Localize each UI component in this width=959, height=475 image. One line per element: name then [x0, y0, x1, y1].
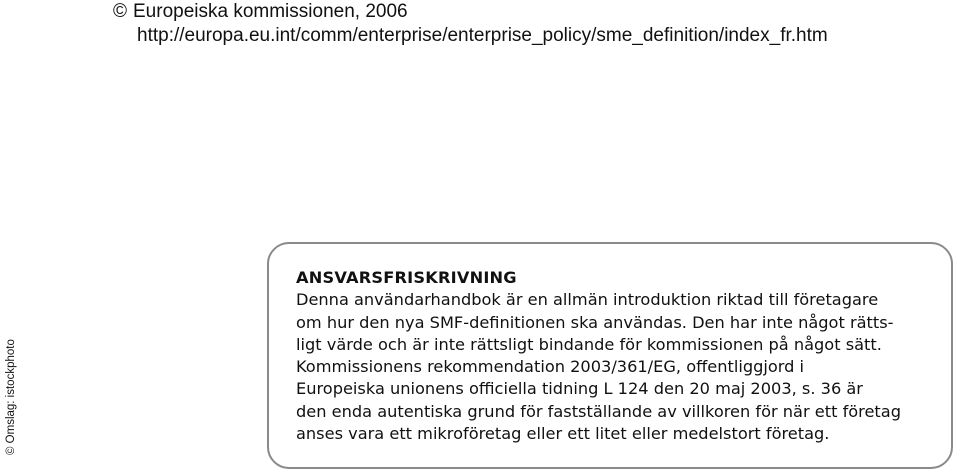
copyright-holder: Europeiska kommissionen, 2006: [133, 1, 408, 22]
copyright-holder-line: [113, 0, 828, 24]
disclaimer-line: Kommissionens rekommendation 2003/361/EG, offentliggjord i: [296, 357, 805, 377]
disclaimer-heading: ANSVARSFRISKRIVNING: [296, 268, 517, 287]
disclaimer-text: [296, 267, 946, 445]
disclaimer-line: den enda autentiska grund för fastställande av villkoren för när ett företag: [296, 401, 901, 421]
copyright-symbol: ©: [113, 1, 127, 22]
disclaimer-line: Europeiska unionens officiella tidning L 124 den 20 maj 2003, s. 36 är: [296, 379, 863, 399]
source-url: http://europa.eu.int/comm/enterprise/enterprise_policy/sme_definition/index_fr.htm: [137, 25, 828, 46]
disclaimer-line: ligt värde och är inte rättsligt bindande för kommissionen på något sätt.: [296, 334, 882, 354]
copyright-notice: [113, 0, 828, 48]
disclaimer-line: Denna användarhandbok är en allmän introduktion riktad till företagare: [296, 290, 879, 310]
disclaimer-line: anses vara ett mikroföretag eller ett litet eller medelstort företag.: [296, 424, 830, 444]
disclaimer-line: om hur den nya SMF-definitionen ska användas. Den har inte något rätts-: [296, 312, 894, 332]
cover-photo-credit: © Omslag: istockphoto: [5, 339, 17, 455]
